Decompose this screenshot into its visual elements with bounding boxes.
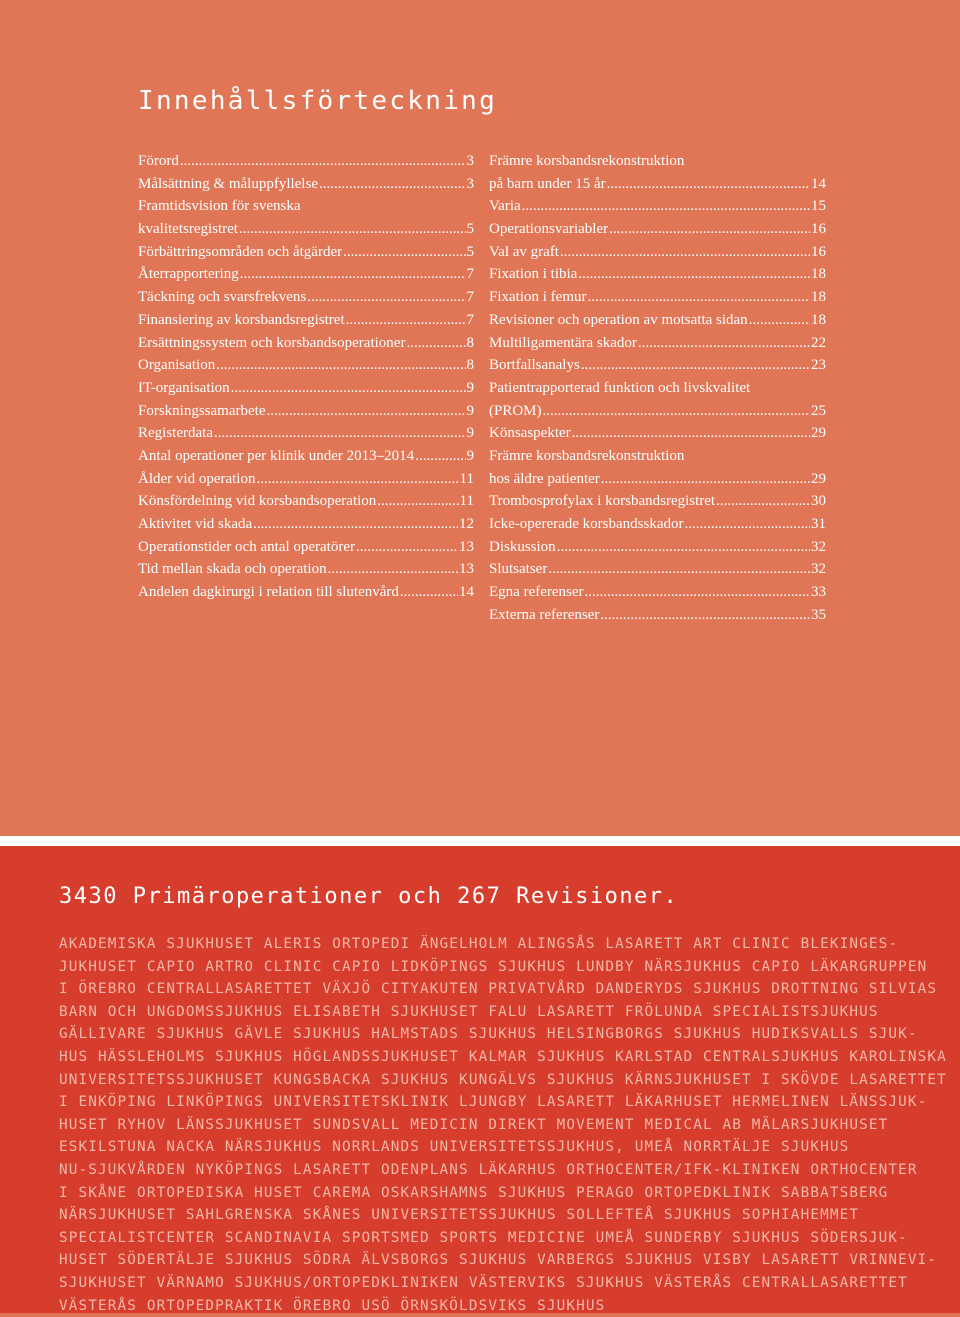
toc-leader-dots — [253, 513, 458, 536]
toc-entry — [138, 445, 474, 468]
hospital-line: HUSET RYHOV LÄNSSJUKHUSET SUNDSVALL MEDICIN DIREKT MOVEMENT MEDICAL AB MÄLARSJUKHUSET — [59, 1114, 949, 1137]
toc-entry — [489, 490, 826, 513]
toc-entry — [489, 400, 826, 423]
toc-right-column — [489, 150, 826, 626]
toc-entry — [138, 150, 474, 173]
toc-entry — [489, 422, 826, 445]
toc-entry-page: 14 — [811, 173, 826, 196]
hospital-line: SPECIALISTCENTER SCANDINAVIA SPORTSMED SPORTS MEDICINE UMEÅ SUNDERBY SJUKHUS SÖDERSJUK- — [59, 1227, 949, 1250]
toc-entry-label: Ålder vid operation — [138, 468, 255, 491]
toc-leader-dots — [581, 354, 810, 377]
toc-entry-page: 22 — [811, 332, 826, 355]
toc-entry-page: 14 — [459, 581, 474, 604]
toc-entry-page: 35 — [811, 604, 826, 627]
toc-entry-page: 15 — [811, 195, 826, 218]
toc-entry — [138, 332, 474, 355]
toc-entry — [489, 241, 826, 264]
toc-entry — [489, 195, 826, 218]
toc-leader-dots — [557, 536, 810, 559]
hospital-line: JUKHUSET CAPIO ARTRO CLINIC CAPIO LIDKÖPINGS SJUKHUS LUNDBY NÄRSJUKHUS CAPIO LÄKARGRUPPEN — [59, 956, 949, 979]
toc-entry-page: 9 — [467, 377, 475, 400]
toc-entry-label: Slutsatser — [489, 558, 547, 581]
toc-entry — [489, 218, 826, 241]
toc-leader-dots — [214, 422, 466, 445]
toc-entry-page: 29 — [811, 422, 826, 445]
toc-entry — [489, 513, 826, 536]
toc-entry — [489, 263, 826, 286]
toc-entry-page: 11 — [460, 468, 474, 491]
hospital-line: GÄLLIVARE SJUKHUS GÄVLE SJUKHUS HALMSTADS SJUKHUS HELSINGBORGS SJUKHUS HUDIKSVALLS SJUK- — [59, 1023, 949, 1046]
hospital-line: I ÖREBRO CENTRALLASARETTET VÄXJÖ CITYAKUTEN PRIVATVÅRD DANDERYDS SJUKHUS DROTTNING SILVIAS — [59, 978, 949, 1001]
hospital-line: HUS HÄSSLEHOLMS SJUKHUS HÖGLANDSSJUKHUSET KALMAR SJUKHUS KARLSTAD CENTRALSJUKHUS KAROLINSKA — [59, 1046, 949, 1069]
toc-entry — [489, 604, 826, 627]
toc-entry-page: 16 — [811, 218, 826, 241]
toc-entry-label: Förbättringsområden och åtgärder — [138, 241, 342, 264]
toc-entry-label: IT-organisation — [138, 377, 230, 400]
toc-entry — [489, 286, 826, 309]
hospital-line: VÄSTERÅS ORTOPEDPRAKTIK ÖREBRO USÖ ÖRNSKÖLDSVIKS SJUKHUS — [59, 1295, 949, 1317]
hospital-line: I SKÅNE ORTOPEDISKA HUSET CAREMA OSKARSHAMNS SJUKHUS PERAGO ORTOPEDKLINIK SABBATSBERG — [59, 1182, 949, 1205]
toc-entry-label: Tid mellan skada och operation — [138, 558, 327, 581]
toc-entry — [489, 377, 826, 400]
toc-leader-dots — [400, 581, 458, 604]
white-divider — [0, 836, 960, 846]
toc-entry — [138, 286, 474, 309]
toc-entry-page: 18 — [811, 263, 826, 286]
toc-entry-label: Aktivitet vid skada — [138, 513, 252, 536]
toc-entry — [138, 536, 474, 559]
toc-entry-label: Patientrapporterad funktion och livskvalitet — [489, 377, 750, 400]
toc-entry — [489, 309, 826, 332]
toc-entry-page: 3 — [467, 173, 475, 196]
toc-entry-label: Ersättningssystem och korsbandsoperationer — [138, 332, 405, 355]
hospital-line: NU-SJUKVÅRDEN NYKÖPINGS LASARETT ODENPLANS LÄKARHUS ORTHOCENTER/IFK-KLINIKEN ORTHOCENTER — [59, 1159, 949, 1182]
toc-entry-page: 12 — [459, 513, 474, 536]
toc-entry — [489, 150, 826, 173]
toc-leader-dots — [585, 581, 810, 604]
toc-entry — [138, 241, 474, 264]
toc-entry-label: Externa referenser — [489, 604, 599, 627]
toc-entry-label: Främre korsbandsrekonstruktion — [489, 150, 684, 173]
toc-entry — [138, 581, 474, 604]
toc-entry-label: Val av graft — [489, 241, 559, 264]
toc-leader-dots — [216, 354, 465, 377]
toc-entry-label: Organisation — [138, 354, 215, 377]
toc-entry-page: 5 — [467, 218, 475, 241]
toc-entry-page: 9 — [467, 400, 475, 423]
toc-entry-label: Egna referenser — [489, 581, 584, 604]
toc-entry-page: 33 — [811, 581, 826, 604]
toc-entry-label: Forskningssamarbete — [138, 400, 265, 423]
toc-leader-dots — [749, 309, 810, 332]
toc-entry-page: 5 — [467, 241, 475, 264]
toc-entry-page: 13 — [459, 536, 474, 559]
toc-leader-dots — [607, 173, 810, 196]
toc-entry-label: Framtidsvision för svenska — [138, 195, 301, 218]
toc-entry-page: 18 — [811, 286, 826, 309]
toc-entry — [138, 422, 474, 445]
toc-leader-dots — [319, 173, 466, 196]
toc-leader-dots — [328, 558, 458, 581]
hospital-line: HUSET SÖDERTÄLJE SJUKHUS SÖDRA ÄLVSBORGS SJUKHUS VARBERGS SJUKHUS VISBY LASARETT VRINNEVI- — [59, 1249, 949, 1272]
toc-entry-label: Könsaspekter — [489, 422, 571, 445]
toc-entry-page: 11 — [460, 490, 474, 513]
toc-leader-dots — [609, 218, 810, 241]
toc-entry-page: 25 — [811, 400, 826, 423]
toc-entry-page: 9 — [467, 445, 475, 468]
toc-entry — [138, 195, 474, 218]
toc-entry-label: Icke-opererade korsbandsskador — [489, 513, 684, 536]
toc-entry — [138, 490, 474, 513]
toc-entry — [138, 263, 474, 286]
hospital-line: I ENKÖPING LINKÖPINGS UNIVERSITETSKLINIK LJUNGBY LASARETT LÄKARHUSET HERMELINEN LÄNSSJUK- — [59, 1091, 949, 1114]
toc-entry — [138, 377, 474, 400]
toc-entry — [138, 558, 474, 581]
toc-entry — [489, 332, 826, 355]
toc-entry-page: 3 — [467, 150, 475, 173]
toc-entry-page: 32 — [811, 536, 826, 559]
toc-entry — [489, 445, 826, 468]
toc-entry-label: Varia — [489, 195, 521, 218]
toc-entry-label: Antal operationer per klinik under 2013–2014 — [138, 445, 414, 468]
toc-leader-dots — [343, 241, 465, 264]
toc-leader-dots — [560, 241, 810, 264]
toc-entry-label: Finansiering av korsbandsregistret — [138, 309, 345, 332]
toc-leader-dots — [522, 195, 810, 218]
toc-leader-dots — [180, 150, 466, 173]
toc-entry — [489, 354, 826, 377]
toc-left-column — [138, 150, 474, 604]
toc-entry-label: (PROM) — [489, 400, 542, 423]
toc-entry-label: Operationsvariabler — [489, 218, 608, 241]
toc-entry-label: på barn under 15 år — [489, 173, 606, 196]
toc-entry-label: Andelen dagkirurgi i relation till slutenvård — [138, 581, 399, 604]
operations-headline: 3430 Primäroperationer och 267 Revisioner. — [59, 884, 678, 909]
toc-leader-dots — [638, 332, 810, 355]
toc-entry — [489, 468, 826, 491]
hospital-list — [59, 933, 949, 1317]
toc-entry-page: 31 — [811, 513, 826, 536]
toc-entry-page: 13 — [459, 558, 474, 581]
toc-entry — [138, 173, 474, 196]
toc-leader-dots — [356, 536, 458, 559]
toc-leader-dots — [600, 604, 810, 627]
toc-leader-dots — [240, 263, 466, 286]
toc-entry-label: kvalitetsregistret — [138, 218, 238, 241]
toc-entry-label: Förord — [138, 150, 179, 173]
toc-leader-dots — [601, 468, 810, 491]
toc-entry — [138, 309, 474, 332]
toc-entry — [489, 581, 826, 604]
hospital-line: AKADEMISKA SJUKHUSET ALERIS ORTOPEDI ÄNGELHOLM ALINGSÅS LASARETT ART CLINIC BLEKINGES- — [59, 933, 949, 956]
toc-entry — [489, 173, 826, 196]
toc-entry-label: Målsättning & måluppfyllelse — [138, 173, 318, 196]
toc-entry-page: 29 — [811, 468, 826, 491]
toc-entry — [138, 354, 474, 377]
toc-leader-dots — [377, 490, 458, 513]
toc-leader-dots — [239, 218, 466, 241]
toc-leader-dots — [307, 286, 465, 309]
hospital-line: ESKILSTUNA NACKA NÄRSJUKHUS NORRLANDS UNIVERSITETSSJUKHUS, UMEÅ NORRTÄLJE SJUKHUS — [59, 1136, 949, 1159]
toc-leader-dots — [548, 558, 810, 581]
page-title: Innehållsförteckning — [138, 86, 497, 116]
hospital-line: SJUKHUSET VÄRNAMO SJUKHUS/ORTOPEDKLINIKEN VÄSTERVIKS SJUKHUS VÄSTERÅS CENTRALLASARETTET — [59, 1272, 949, 1295]
toc-leader-dots — [266, 400, 465, 423]
toc-entry-page: 8 — [467, 332, 475, 355]
toc-entry-label: Återrapportering — [138, 263, 239, 286]
toc-leader-dots — [578, 263, 810, 286]
toc-entry-page: 16 — [811, 241, 826, 264]
toc-entry-page: 23 — [811, 354, 826, 377]
toc-leader-dots — [588, 286, 811, 309]
toc-leader-dots — [256, 468, 458, 491]
toc-entry — [138, 400, 474, 423]
toc-leader-dots — [543, 400, 810, 423]
hospital-line: UNIVERSITETSSJUKHUSET KUNGSBACKA SJUKHUS KUNGÄLVS SJUKHUS KÄRNSJUKHUSET I SKÖVDE LASARETTET — [59, 1069, 949, 1092]
toc-entry-page: 32 — [811, 558, 826, 581]
toc-leader-dots — [716, 490, 810, 513]
toc-entry-label: Fixation i tibia — [489, 263, 577, 286]
toc-entry — [138, 513, 474, 536]
toc-entry — [489, 536, 826, 559]
toc-entry-label: Fixation i femur — [489, 286, 587, 309]
toc-leader-dots — [346, 309, 466, 332]
toc-entry-label: Främre korsbandsrekonstruktion — [489, 445, 684, 468]
toc-leader-dots — [415, 445, 465, 468]
toc-entry-page: 9 — [467, 422, 475, 445]
toc-entry-label: Bortfallsanalys — [489, 354, 580, 377]
toc-entry — [489, 558, 826, 581]
toc-leader-dots — [685, 513, 811, 536]
toc-leader-dots — [231, 377, 466, 400]
hospital-line: NÄRSJUKHUSET SAHLGRENSKA SKÅNES UNIVERSITETSSJUKHUS SOLLEFTEÅ SJUKHUS SOPHIAHEMMET — [59, 1204, 949, 1227]
toc-entry-page: 30 — [811, 490, 826, 513]
toc-entry — [138, 468, 474, 491]
toc-entry-page: 7 — [467, 263, 475, 286]
toc-entry-label: Täckning och svarsfrekvens — [138, 286, 306, 309]
toc-entry-page: 7 — [467, 309, 475, 332]
toc-entry-label: hos äldre patienter — [489, 468, 600, 491]
toc-entry-page: 8 — [467, 354, 475, 377]
toc-entry-label: Diskussion — [489, 536, 556, 559]
toc-entry-label: Revisioner och operation av motsatta sidan — [489, 309, 748, 332]
toc-entry-label: Registerdata — [138, 422, 213, 445]
toc-entry-page: 7 — [467, 286, 475, 309]
toc-entry-label: Trombosprofylax i korsbandsregistret — [489, 490, 715, 513]
toc-entry-label: Könsfördelning vid korsbandsoperation — [138, 490, 376, 513]
toc-entry — [138, 218, 474, 241]
toc-entry-label: Multiligamentära skador — [489, 332, 637, 355]
toc-entry-label: Operationstider och antal operatörer — [138, 536, 355, 559]
toc-entry-page: 18 — [811, 309, 826, 332]
toc-leader-dots — [406, 332, 465, 355]
toc-leader-dots — [572, 422, 810, 445]
hospital-line: BARN OCH UNGDOMSSJUKHUS ELISABETH SJUKHUSET FALU LASARETT FRÖLUNDA SPECIALISTSJUKHUS — [59, 1001, 949, 1024]
